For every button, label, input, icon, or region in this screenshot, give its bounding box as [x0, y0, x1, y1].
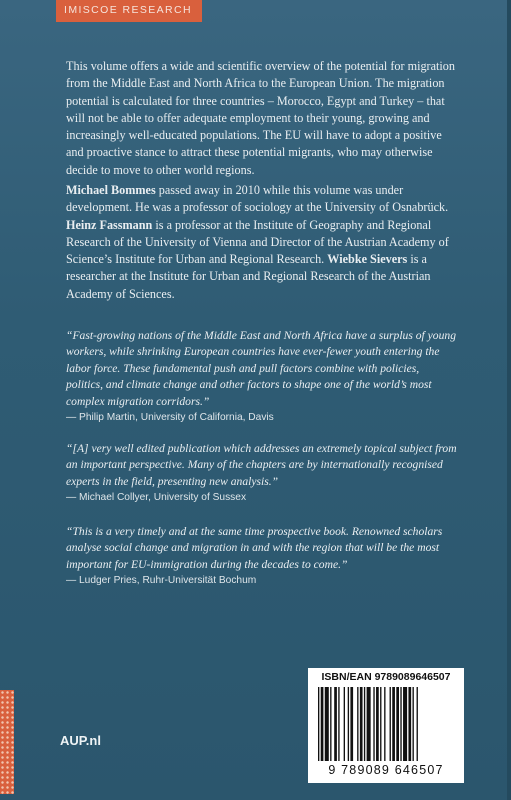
author-name-fassmann: Heinz Fassmann	[66, 217, 153, 232]
endorsement-attribution: — Ludger Pries, Ruhr-Universität Bochum	[66, 575, 257, 587]
isbn-label: ISBN/EAN 9789089646507	[321, 671, 451, 683]
barcode-icon	[316, 687, 456, 761]
series-tab	[56, 0, 202, 22]
endorsement	[66, 441, 458, 505]
author-name-sievers: Wiebke Sievers	[327, 252, 408, 267]
series-label: IMISCOE RESEARCH	[64, 4, 192, 16]
author-bio-sievers: is a researcher at the Institute for Urban and Regional Research of the Austrian Academy of Sciences.	[66, 252, 431, 301]
endorsement-quote: “This is a very timely and at the same time prospective book. Renowned scholars analyse social change and migration in and with the region that will be the most important for EU-immigration during the decades to come.”	[66, 525, 443, 571]
endorsement	[66, 524, 458, 588]
cover-edge	[507, 0, 511, 800]
author-bio-bommes: passed away in 2010 while this volume was under development. He was a professor of sociology at the University of Osnabrück.	[66, 183, 449, 215]
author-name-bommes: Michael Bommes	[66, 183, 156, 197]
book-description: This volume offers a wide and scientific overview of the potential for migration from the Middle East and North Africa to the European Union. The migration potential is calculated for three countries – Morocco, Egypt and Turkey – that will not be able to offer adequate employment to their young, growing and increasingly well-educated populations. The EU will have to adopt a positive and proactive stance to attract these potential migrants, who may otherwise decide to move to other world regions.	[66, 59, 455, 177]
author-bio-fassmann: is a professor at the Institute of Geography and Regional Research of the University of Vienna and Director of the Austrian Academy of Science’s Institute for Urban and Regional Research.	[66, 217, 449, 267]
endorsement-attribution: — Michael Collyer, University of Sussex	[66, 492, 247, 504]
publisher-url: AUP.nl	[60, 733, 101, 748]
endorsement-quote: “Fast-growing nations of the Middle East and North Africa have a surplus of young workers, while shrinking European countries have ever-fewer youth entering the labor force. These fundamental push and pull factors combine with policies, politics, and climate change and other factors to shape one of the world’s most complex migration corridors.”	[66, 329, 456, 408]
endorsement-attribution: — Philip Martin, University of California, Davis	[66, 412, 274, 424]
decorative-stripe	[0, 690, 14, 794]
author-bios	[66, 182, 458, 303]
endorsement-quote: “[A] very well edited publication which addresses an extremely topical subject from an important perspective. Many of the chapters are by internationally recognised experts in the field, presenting new analysis.”	[66, 442, 457, 488]
endorsement	[66, 328, 458, 425]
isbn-barcode	[308, 668, 464, 783]
isbn-digits: 9 789089 646507	[328, 763, 444, 777]
